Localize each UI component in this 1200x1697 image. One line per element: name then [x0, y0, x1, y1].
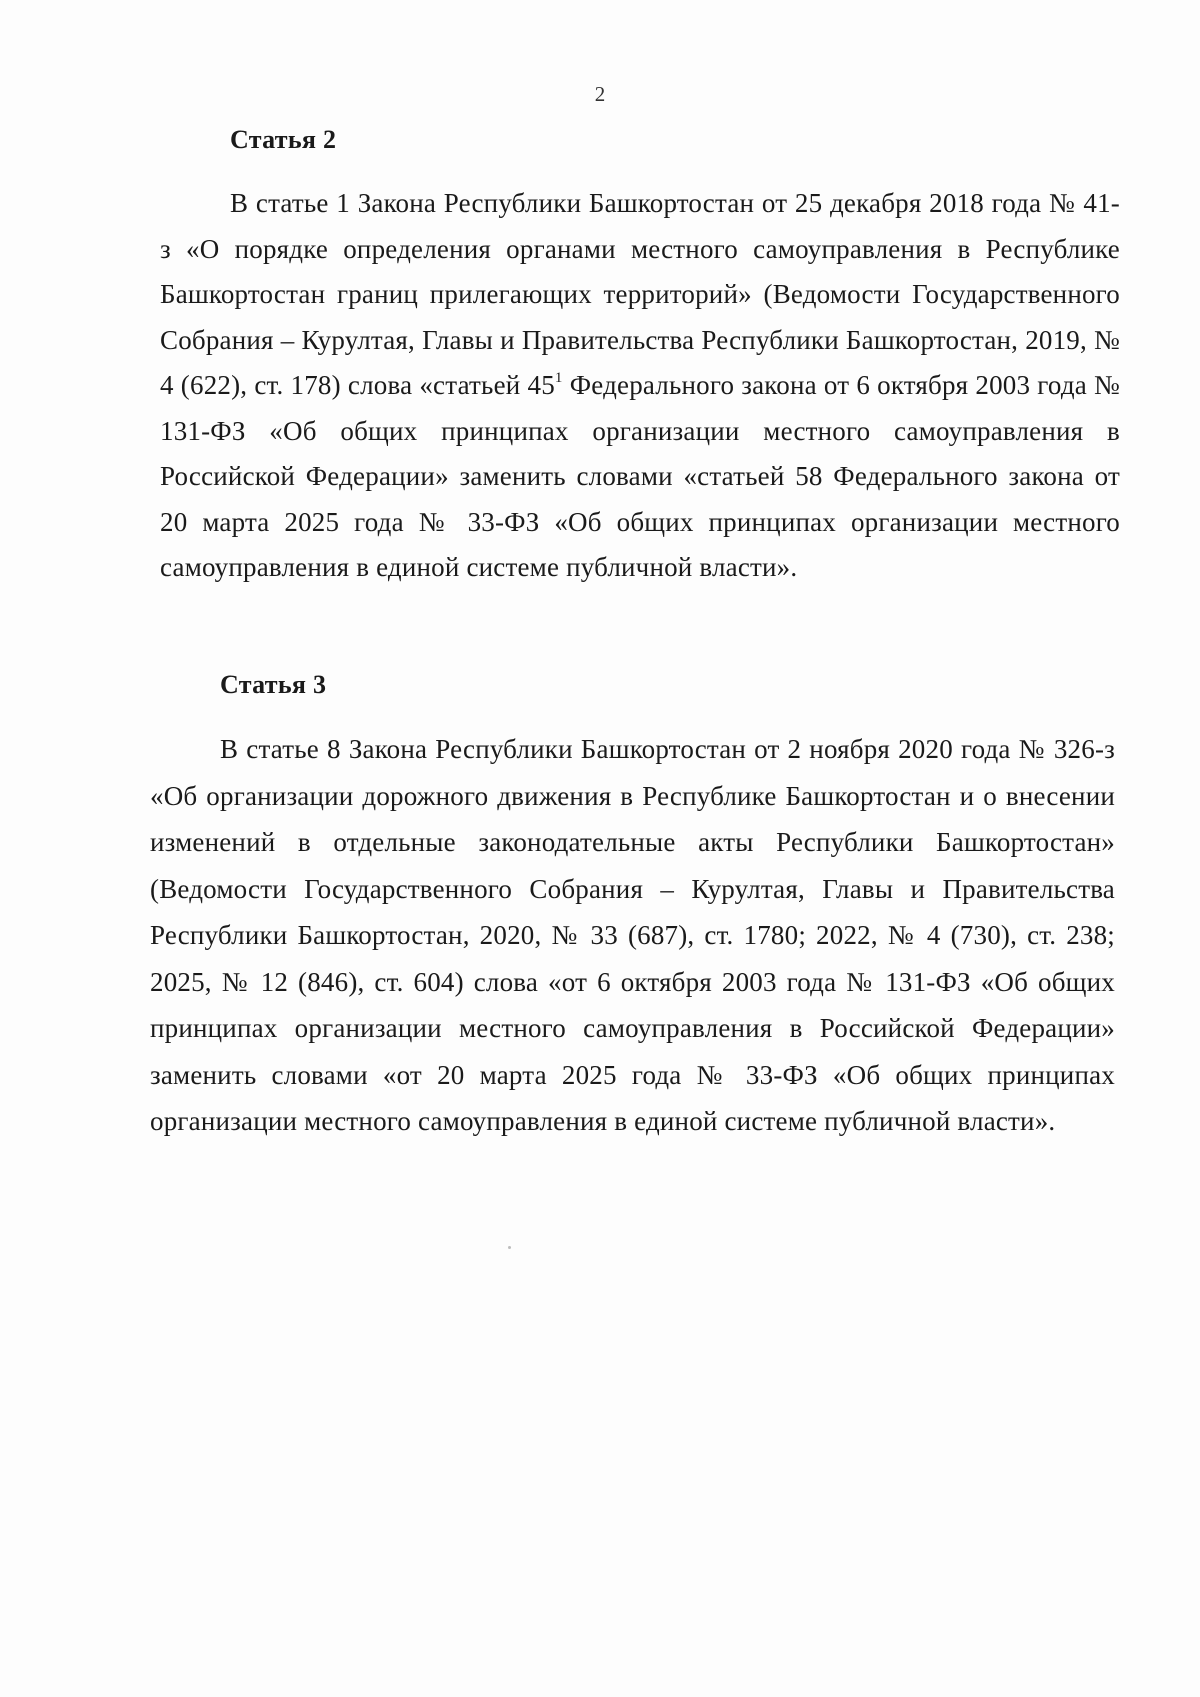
article-2-text-part2: Федерального закона от 6 октября 2003 года № 131-ФЗ «Об общих принципах организации местного самоуправления в Российской Федерации» заменить словами «статьей 58 Федерального закона от 20 марта 2025 года № 33-ФЗ «Об общих принципах организации местного самоуправления в единой системе публичной власти».: [160, 370, 1120, 582]
article-2-superscript: 1: [554, 370, 563, 386]
article-3: [150, 670, 1115, 1145]
article-3-text: В статье 8 Закона Республики Башкортостан от 2 ноября 2020 года № 326-з «Об организации дорожного движения в Республике Башкортостан и о внесении изменений в отдельные законодательные акты Республики Башкортостан» (Ведомости Государственного Собрания – Курултая, Главы и Правительства Республики Башкортостан, 2020, № 33 (687), ст. 1780; 2022, № 4 (730), ст. 238; 2025, № 12 (846), ст. 604) слова «от 6 октября 2003 года № 131-ФЗ «Об общих принципах организации местного самоуправления в Российской Федерации» заменить словами «от 20 марта 2025 года № 33-ФЗ «Об общих принципах организации местного самоуправления в единой системе публичной власти».: [150, 734, 1115, 1136]
article-2-heading: Статья 2: [230, 125, 337, 154]
page-number: 2: [594, 82, 606, 106]
article-2-text: [160, 181, 1120, 591]
scan-speck: [508, 1246, 511, 1249]
article-3-heading: Статья 3: [220, 670, 327, 699]
article-2: [160, 125, 1120, 591]
article-2-text-part1: В статье 1 Закона Республики Башкортостан от 25 декабря 2018 года № 41-з «О порядке определения органами местного самоуправления в Республике Башкортостан границ прилегающих территорий» (Ведомости Государственного Собрания – Курултая, Главы и Правительства Республики Башкортостан, 2019, № 4 (622), ст. 178) слова «статьей 45: [160, 188, 1120, 400]
